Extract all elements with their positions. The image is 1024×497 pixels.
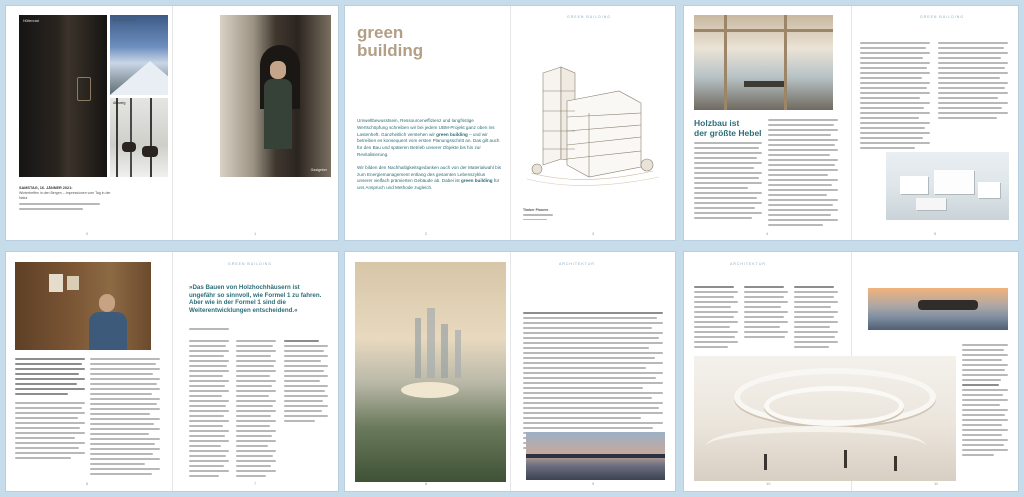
spread-3 xyxy=(684,6,1018,240)
spread-2 xyxy=(345,6,675,240)
animal-silhouette xyxy=(122,142,136,152)
sidebar-text xyxy=(284,340,328,425)
caption-text: Wintertreffen in den Bergen – Impressionen vom Tag in der Natur xyxy=(19,191,111,200)
intro-paragraph xyxy=(357,118,502,192)
spread-fold xyxy=(851,6,852,240)
page-number-left: 10 xyxy=(766,481,771,486)
spread-fold xyxy=(510,252,511,491)
shirt xyxy=(89,312,127,350)
page-number-left: 4 xyxy=(766,231,769,236)
body-text-col-3 xyxy=(794,286,838,351)
sketch-caption: Timber Pioneer xyxy=(523,208,549,212)
body-text-col-4 xyxy=(236,340,276,480)
page-number-left: 0 xyxy=(86,231,89,236)
body-text-col-2 xyxy=(768,119,838,229)
body-text-col-2 xyxy=(744,286,788,341)
date-caption: SAMSTAG, 16. JÄNNER 2021: xyxy=(19,186,73,190)
intro-paragraph-1: Umweltbewusstsein, Ressourceneffizienz und langfristige Wertschöpfung schreiben wir bei jedem UBM-Projekt ganz oben ins Lastenheft. Ganzheitlich verstehen wir green building – und wir betreiben es konsequent vom ersten Planungsschritt an. Das gilt auch für den Bau und späteren Betrieb unserer Objekte bis hin zur Revitalisierung. xyxy=(357,118,500,157)
section-header: ARCHITEKTUR xyxy=(559,262,595,266)
curved-balcony xyxy=(764,386,904,426)
page-number-left: 6 xyxy=(86,481,89,486)
photo-city-skyline xyxy=(355,262,506,482)
photo-label-text: Bergpanorama xyxy=(113,18,137,22)
photo-label-text: Almweg xyxy=(113,101,126,105)
mountain-peak xyxy=(110,61,168,95)
photo-waterfront-pavilion xyxy=(868,288,1008,330)
photo-label-text: Gastgeber xyxy=(310,168,327,172)
pull-quote: »Das Bauen von Holzhochhäusern ist ungefähr so sinnvoll, wie Formel 1 zu fahren. Aber wie in der Formel 1 sind die Weiterentwicklungen entscheidend.« xyxy=(189,284,322,314)
curved-floor xyxy=(706,426,926,466)
photo-snow-forest xyxy=(110,98,168,177)
page-number-right: 7 xyxy=(254,481,257,486)
title-line-2: building xyxy=(357,41,424,60)
caption-block xyxy=(19,186,111,213)
section-header: GREEN BUILDING xyxy=(567,15,611,19)
photo-label xyxy=(23,19,51,24)
body-text-col-3 xyxy=(189,340,229,480)
body-text-col-4 xyxy=(938,42,1008,122)
spread-4 xyxy=(6,252,338,491)
spread-6 xyxy=(684,252,1018,491)
photo-mountain xyxy=(110,15,168,95)
photo-atrium-rendering xyxy=(694,356,956,481)
body-text-col-1 xyxy=(694,142,762,222)
photo-timber-interior xyxy=(694,15,833,110)
section-header: ARCHITEKTUR xyxy=(730,262,766,266)
building-sketch xyxy=(523,61,663,191)
page-number-right: 5 xyxy=(934,231,937,236)
door-handle xyxy=(77,77,91,101)
spread-fold xyxy=(510,6,511,240)
article-headline xyxy=(694,119,762,138)
body-text-col-4 xyxy=(962,344,1008,459)
spread-5 xyxy=(345,252,675,491)
photo-interview-portrait xyxy=(15,262,151,350)
page-number-right: 3 xyxy=(592,231,595,236)
body-text-col-1 xyxy=(694,286,738,351)
wave-roof xyxy=(401,382,459,398)
photo-waterfront xyxy=(526,432,665,480)
headline-line-2: der größte Hebel xyxy=(694,127,762,138)
photo-doorway xyxy=(19,15,107,177)
photo-model-rendering xyxy=(886,152,1009,220)
spread-1 xyxy=(6,6,338,240)
face xyxy=(270,61,286,79)
section-title xyxy=(357,24,423,60)
photo-host-portrait xyxy=(220,15,331,177)
jacket xyxy=(264,79,292,149)
lead-paragraph xyxy=(15,358,85,462)
page-number-right: 9 xyxy=(592,481,595,486)
headline-line-1: Holzbau ist xyxy=(694,118,740,128)
title-line-1: green xyxy=(357,23,404,42)
intro-paragraph-2: Wir bilden den Nachhaltigkeitsgedanken auch von der Materialwahl bis zum Energiemanagement entlang des gesamten Lebenszyklus unserer vielfach prämierten Gebäude ab. Dabei ist green building für uns Anspruch und Methode zugleich. xyxy=(357,164,502,191)
section-header: GREEN BUILDING xyxy=(920,15,964,19)
section-header: GREEN BUILDING xyxy=(228,262,272,266)
animal-silhouette xyxy=(142,146,158,157)
body-text-wide xyxy=(523,312,663,452)
photo-label-text: Hüttenrast xyxy=(23,19,40,23)
page-number-right: 11 xyxy=(934,481,939,486)
page-number-right: 1 xyxy=(254,231,257,236)
body-text-col-2 xyxy=(90,358,160,478)
body-text-col-3 xyxy=(860,42,930,152)
spread-fold xyxy=(172,252,173,491)
page-number-left: 2 xyxy=(425,231,428,236)
spread-fold xyxy=(172,6,173,240)
page-number-left: 8 xyxy=(425,481,428,486)
face xyxy=(99,294,115,312)
